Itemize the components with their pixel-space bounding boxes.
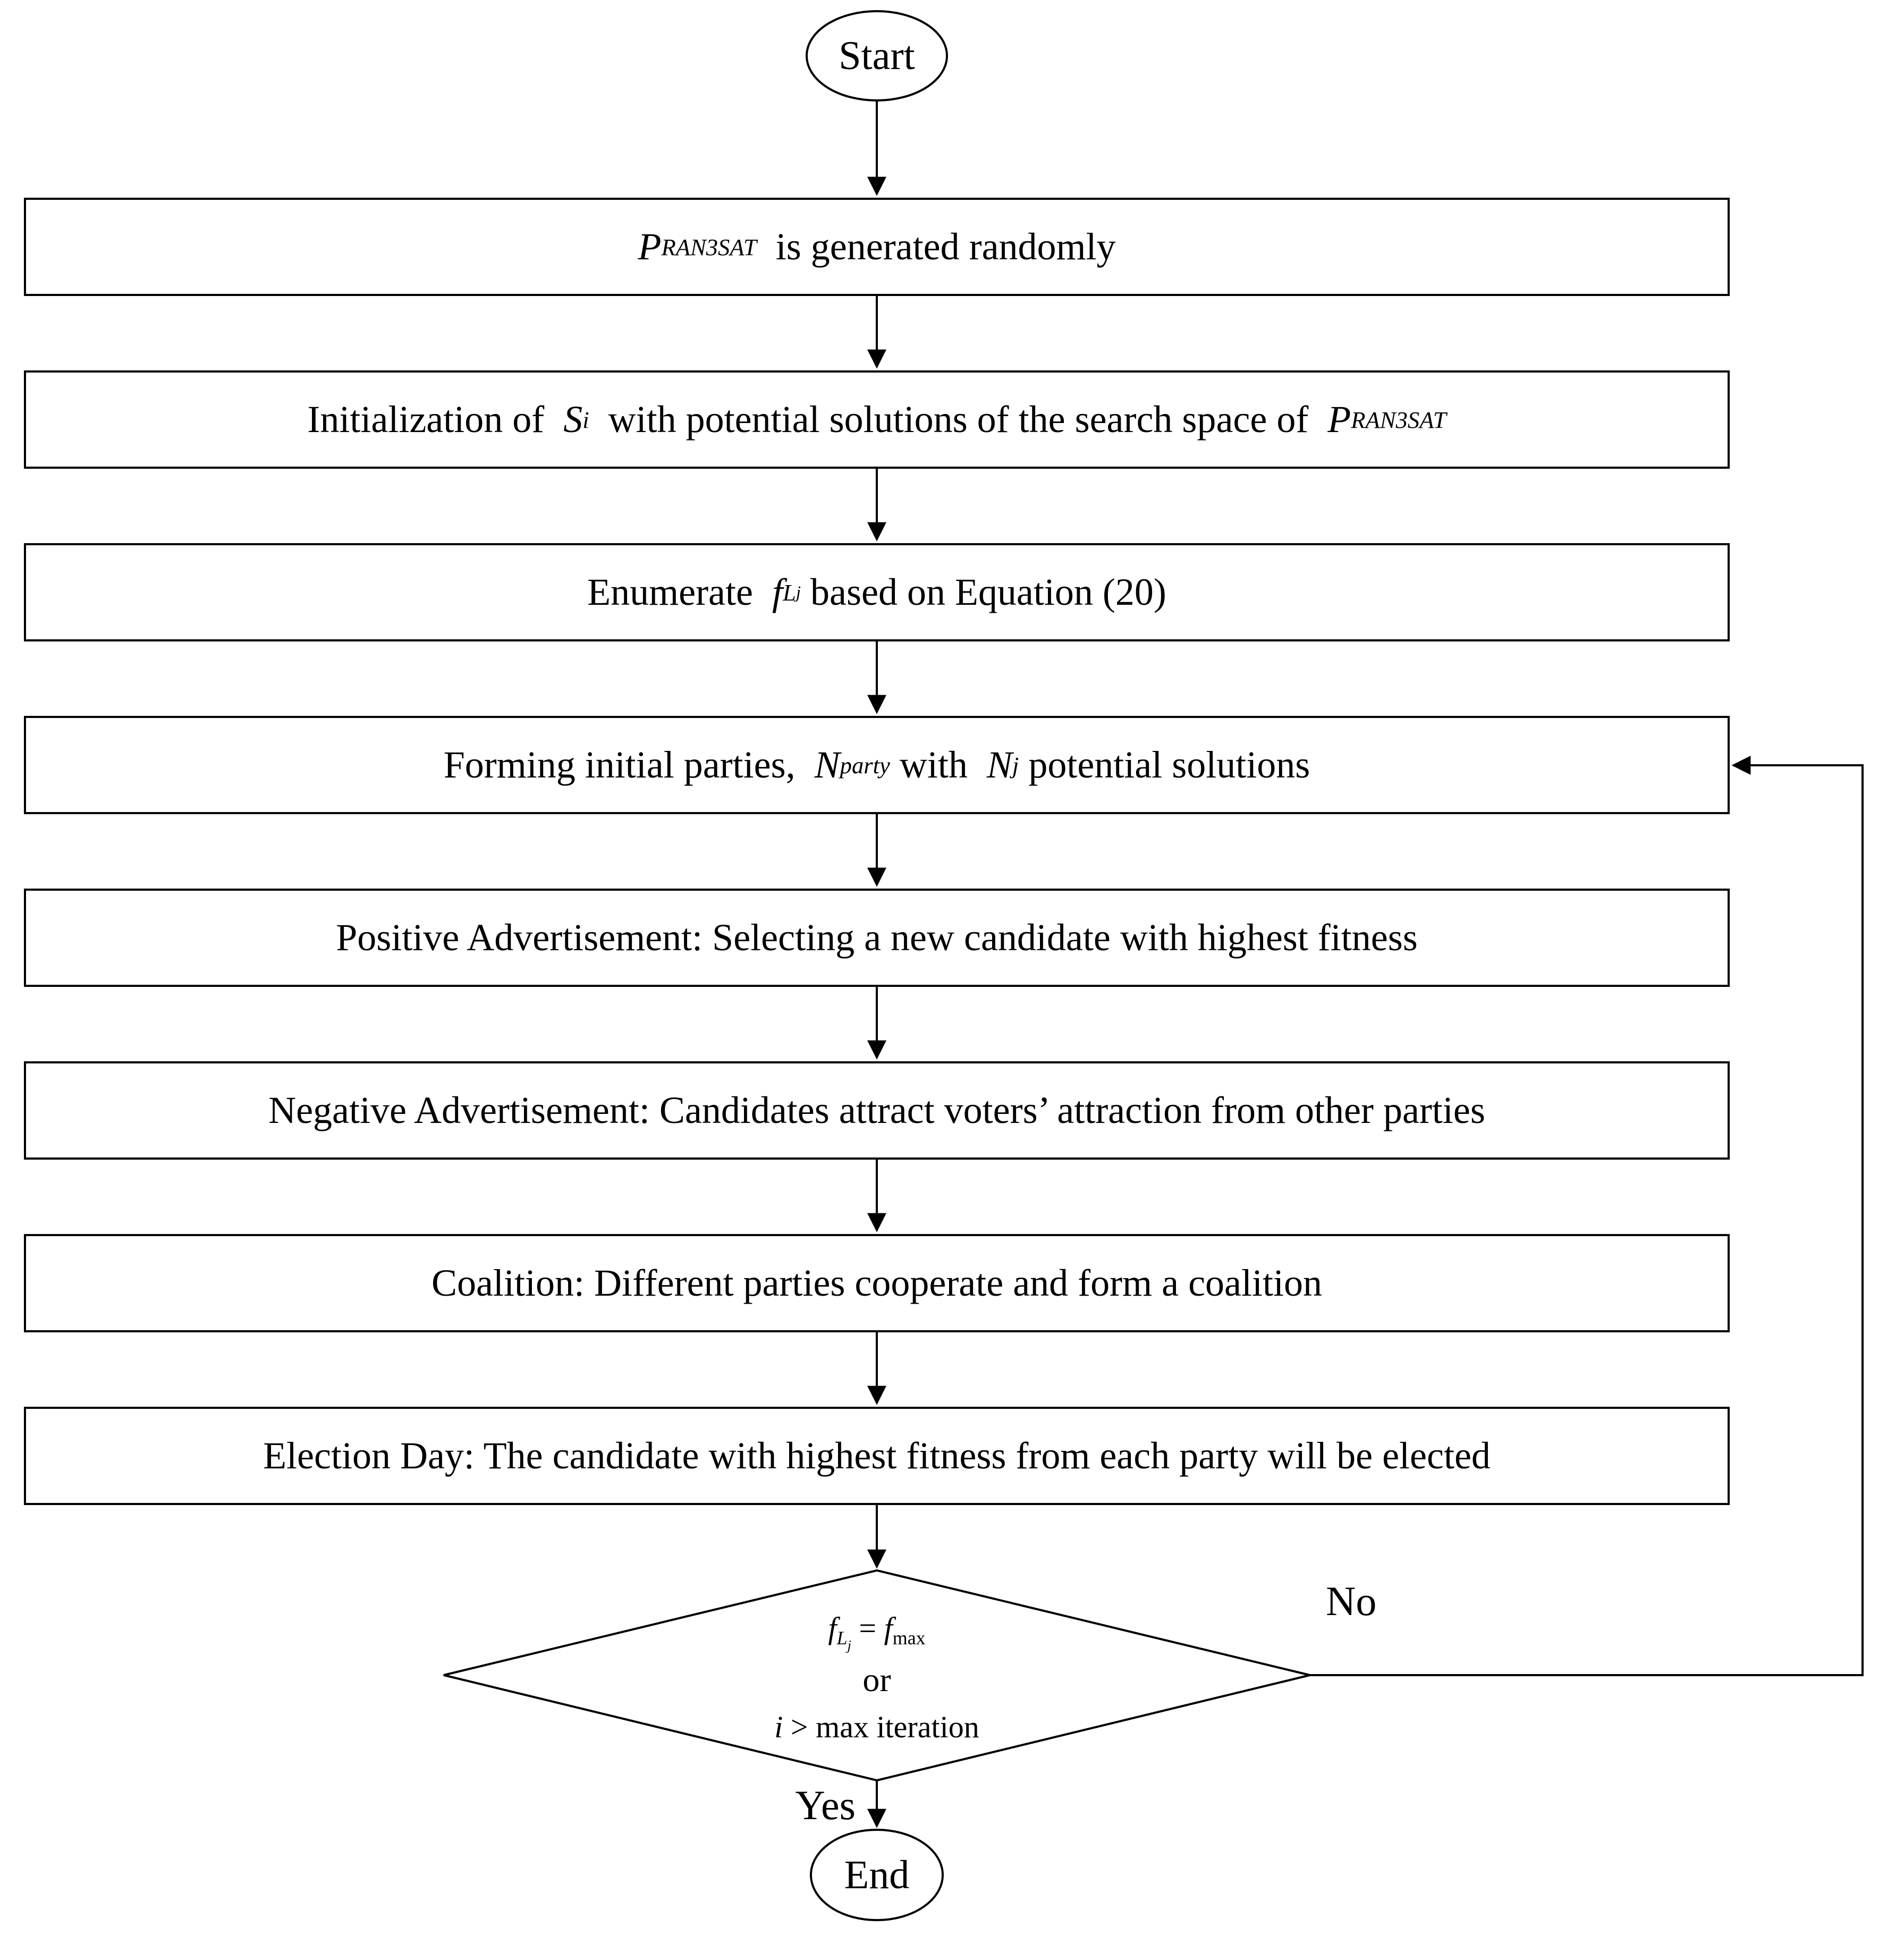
end-terminator: End	[844, 1852, 910, 1897]
process-coalition-box: Coalition: Different parties cooperate and form a coalition	[24, 1234, 1730, 1332]
process-initialize-box: Initialization of S i with potential solutions of the search space of P RAN3SAT	[24, 370, 1730, 469]
edge-label-yes: Yes	[795, 1782, 856, 1828]
process-negative-advertisement-box: Negative Advertisement: Candidates attract voters’ attraction from other parties	[24, 1061, 1730, 1160]
decision-node-label	[611, 1606, 1143, 1750]
edge-label-no: No	[1326, 1578, 1377, 1624]
decision-condition-fitness: $fL_j = fmax$	[828, 1611, 926, 1653]
process-forming-parties-box: Forming initial parties, N party with N j potential solutions	[24, 716, 1730, 814]
start-terminator: Start	[839, 33, 915, 78]
process-generate-box: P RAN3SAT is generated randomly	[24, 198, 1730, 296]
decision-condition-iteration: i > max iteration	[774, 1709, 979, 1744]
process-enumerate-box: Enumerate f L j based on Equation (20)	[24, 543, 1730, 641]
decision-condition-or: or	[862, 1661, 891, 1699]
process-positive-advertisement-box: Positive Advertisement: Selecting a new candidate with highest fitness	[24, 889, 1730, 987]
process-election-day-box: Election Day: The candidate with highest fitness from each party will be elected	[24, 1407, 1730, 1505]
